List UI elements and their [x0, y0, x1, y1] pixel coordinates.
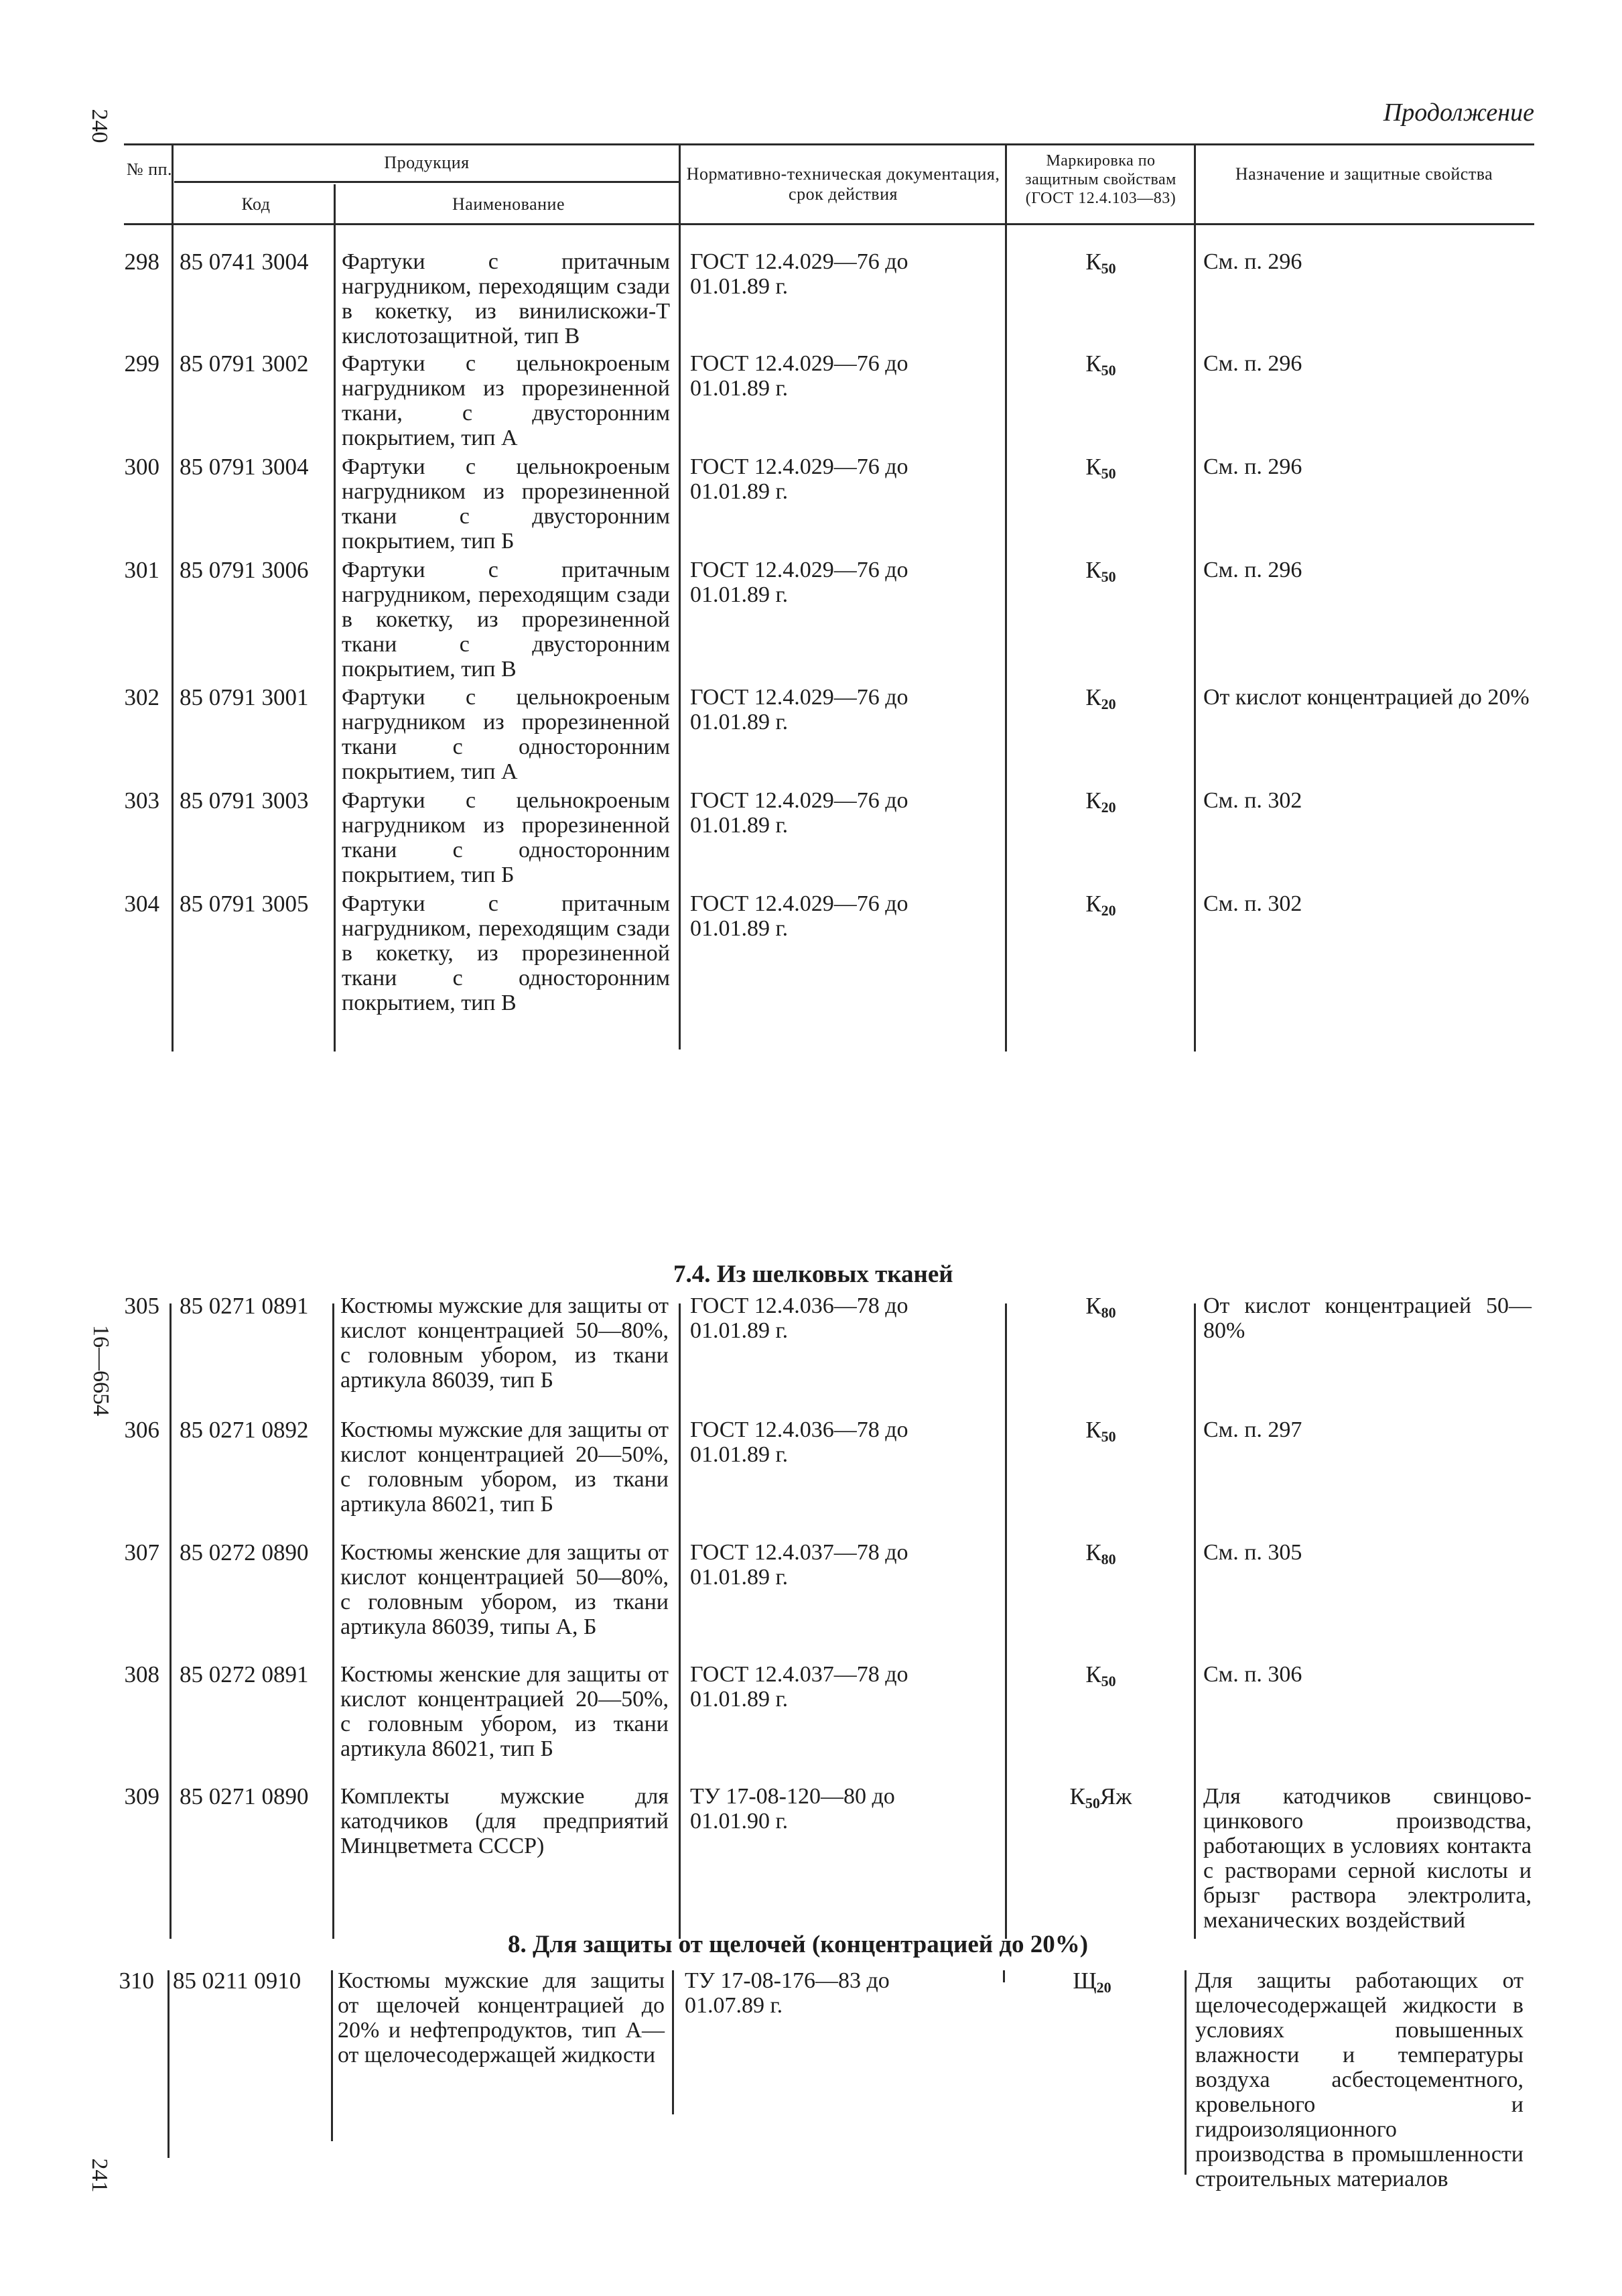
row-purpose: См. п. 302 [1203, 788, 1302, 813]
row-name: Костюмы женские для защиты от кислот концентрацией 20—50%, с головным убором, из ткани артикула 86021, тип Б [340, 1662, 669, 1761]
row-purpose: См. п. 296 [1203, 558, 1302, 582]
column-rule [1194, 143, 1196, 1051]
row-mark [1008, 1540, 1194, 1572]
row-code: 85 0272 0891 [180, 1661, 309, 1687]
row-code: 85 0271 0891 [180, 1293, 309, 1319]
row-purpose: См. п. 306 [1203, 1662, 1302, 1687]
row-doc: ГОСТ 12.4.029—76 до 01.01.89 г. [690, 454, 908, 504]
header-purpose: Назначение и защитные свойства [1235, 164, 1493, 184]
row-doc: ГОСТ 12.4.029—76 до 01.01.89 г. [690, 891, 908, 941]
row-purpose: Для защиты работающих от щелочесодержащей жидкости в условиях повышенных влажности и температуры воздуха асбестоцементного, кровельного и гидроизоляционного производства в промышленности строительных материалов [1195, 1968, 1524, 2191]
mark-sub: 20 [1101, 696, 1116, 712]
row-code: 85 0791 3001 [180, 684, 309, 710]
row-number: 307 [124, 1539, 159, 1566]
mark-sub: 50 [1085, 1795, 1100, 1811]
row-code: 85 0791 3004 [180, 454, 309, 480]
row-doc: ГОСТ 12.4.036—78 до 01.01.89 г. [690, 1293, 908, 1343]
row-doc: ГОСТ 12.4.037—78 до 01.01.89 г. [690, 1540, 908, 1590]
row-code: 85 0791 3003 [180, 787, 309, 814]
row-doc: ТУ 17-08-120—80 до 01.01.90 г. [690, 1784, 895, 1834]
row-number: 310 [119, 1968, 154, 1994]
mark-base: К [1085, 787, 1101, 814]
column-rule [1005, 143, 1007, 1051]
column-rule [334, 184, 336, 1051]
row-code: 85 0272 0890 [180, 1539, 309, 1566]
row-doc: ГОСТ 12.4.037—78 до 01.01.89 г. [690, 1662, 908, 1712]
section-heading-7-4: 7.4. Из шелковых тканей [673, 1261, 953, 1288]
row-doc: ГОСТ 12.4.036—78 до 01.01.89 г. [690, 1417, 908, 1467]
row-mark [1008, 1293, 1194, 1326]
row-number: 303 [124, 787, 159, 814]
row-code: 85 0791 3006 [180, 557, 309, 583]
column-rule [332, 1303, 334, 1939]
row-doc: ГОСТ 12.4.029—76 до 01.01.89 г. [690, 685, 908, 735]
row-code: 85 0271 0892 [180, 1417, 309, 1443]
row-purpose: См. п. 296 [1203, 351, 1302, 376]
page-number-left: 240 [87, 109, 112, 143]
header-product: Продукция [384, 153, 470, 172]
row-name: Фартуки с цельнокроеным нагрудником из прорезиненной ткани с односторонним покрытием, тип А [342, 685, 670, 784]
mark-base: К [1085, 350, 1101, 377]
mark-base: К [1085, 557, 1101, 583]
mark-sub: 50 [1101, 465, 1116, 482]
mark-base: К [1085, 1661, 1101, 1687]
mark-base: К [1085, 454, 1101, 480]
mark-sub: 50 [1101, 1673, 1116, 1689]
section-heading-8: 8. Для защиты от щелочей (концентрацией до 20%) [508, 1931, 1089, 1958]
row-purpose: От кислот концентрацией 50—80% [1203, 1293, 1532, 1343]
row-mark [1008, 891, 1194, 923]
column-rule [167, 1970, 170, 2158]
row-mark [1008, 558, 1194, 590]
row-name: Костюмы мужские для защиты от кислот концентрацией 50—80%, с головным убором, из ткани артикула 86039, тип Б [340, 1293, 669, 1393]
row-mark [1008, 685, 1194, 717]
row-name: Костюмы мужские для защиты от щелочей концентрацией до 20% и нефтепродуктов, тип А—от щелочесодержащей жидкости [338, 1968, 665, 2067]
header-mark: Маркировка по защитным свойствам (ГОСТ 12.4.103—83) [1025, 152, 1176, 207]
mark-base: Щ [1073, 1968, 1097, 1994]
row-code: 85 0271 0890 [180, 1783, 309, 1809]
row-number: 299 [124, 350, 159, 377]
mark-base: К [1069, 1783, 1085, 1809]
mark-sub: 50 [1101, 1428, 1116, 1445]
row-purpose: От кислот концентрацией до 20% [1203, 685, 1530, 710]
row-number: 301 [124, 557, 159, 583]
column-rule [1194, 1303, 1196, 1939]
row-mark [1005, 1968, 1179, 2000]
column-rule [1005, 1303, 1007, 1939]
row-number: 308 [124, 1661, 159, 1687]
mark-sub: 50 [1101, 362, 1116, 379]
row-number: 298 [124, 249, 159, 275]
mark-sub: 50 [1101, 568, 1116, 585]
row-name: Костюмы женские для защиты от кислот концентрацией 50—80%, с головным убором, из ткани артикула 86039, типы А, Б [340, 1540, 669, 1639]
row-number: 305 [124, 1293, 159, 1319]
row-code: 85 0741 3004 [180, 249, 309, 275]
row-mark [1008, 1784, 1194, 1816]
row-name: Комплекты мужские для катодчиков (для предприятий Минцветмета СССР) [340, 1784, 669, 1858]
row-purpose: См. п. 296 [1203, 454, 1302, 479]
row-purpose: См. п. 302 [1203, 891, 1302, 916]
row-purpose: См. п. 297 [1203, 1417, 1302, 1442]
row-mark [1008, 788, 1194, 820]
mark-base: К [1085, 891, 1101, 917]
mark-sub: 50 [1101, 260, 1116, 277]
mark-sub: 20 [1101, 902, 1116, 919]
row-purpose: См. п. 296 [1203, 249, 1302, 274]
header-name: Наименование [452, 194, 565, 214]
row-name: Фартуки с притачным нагрудником, переходящим сзади в кокетку, из прорезиненной ткани с односторонним покрытием, тип В [342, 891, 670, 1015]
mark-sub: 80 [1101, 1551, 1116, 1568]
header-code: Код [241, 194, 271, 214]
row-name: Фартуки с цельнокроеным нагрудником из прорезиненной ткани, с двусторонним покрытием, тип А [342, 351, 670, 450]
column-rule [331, 1970, 333, 2141]
mark-base: К [1085, 1417, 1101, 1443]
row-name: Фартуки с притачным нагрудником, переходящим сзади в кокетку, из винилискожи-Т кислотозащитной, тип В [342, 249, 670, 348]
row-mark [1008, 1417, 1194, 1450]
column-rule [172, 143, 174, 1051]
mark-sub: 20 [1096, 1979, 1111, 1996]
row-number: 304 [124, 891, 159, 917]
continuation-label: Продолжение [1383, 99, 1534, 127]
column-rule [1185, 1970, 1187, 2175]
row-name: Костюмы мужские для защиты от кислот концентрацией 20—50%, с головным убором, из ткани артикула 86021, тип Б [340, 1417, 669, 1517]
column-rule [679, 1303, 681, 1939]
row-mark [1008, 351, 1194, 383]
mark-suffix: Яж [1099, 1783, 1132, 1809]
row-name: Фартуки с цельнокроеным нагрудником из прорезиненной ткани с односторонним покрытием, тип Б [342, 788, 670, 887]
mark-base: К [1085, 1539, 1101, 1566]
column-rule [672, 1970, 674, 2114]
header-num: № пп. [126, 160, 173, 179]
row-purpose: См. п. 305 [1203, 1540, 1302, 1565]
row-name: Фартуки с притачным нагрудником, переходящим сзади в кокетку, из прорезиненной ткани с двусторонним покрытием, тип В [342, 558, 670, 682]
row-mark [1008, 454, 1194, 487]
row-code: 85 0791 3005 [180, 891, 309, 917]
row-name: Фартуки с цельнокроеным нагрудником из прорезиненной ткани с двусторонним покрытием, тип Б [342, 454, 670, 554]
header-top-rule [124, 143, 1534, 145]
row-code: 85 0791 3002 [180, 350, 309, 377]
mark-sub: 20 [1101, 799, 1116, 816]
product-subheader-rule [174, 181, 680, 183]
row-purpose: Для катодчиков свинцово-цинкового производства, работающих в условиях контакта с растворами серной кислоты и брызг раствора электролита, механических воздействий [1203, 1784, 1532, 1933]
row-doc: ГОСТ 12.4.029—76 до 01.01.89 г. [690, 249, 908, 299]
printer-signature: 16—6654 [88, 1325, 113, 1416]
mark-base: К [1085, 1293, 1101, 1319]
mark-base: К [1085, 684, 1101, 710]
column-rule [679, 143, 681, 1049]
row-doc: ГОСТ 12.4.029—76 до 01.01.89 г. [690, 788, 908, 838]
row-number: 302 [124, 684, 159, 710]
row-code: 85 0211 0910 [173, 1968, 301, 1994]
column-rule [170, 1303, 172, 1939]
row-doc: ГОСТ 12.4.029—76 до 01.01.89 г. [690, 351, 908, 401]
row-doc: ГОСТ 12.4.029—76 до 01.01.89 г. [690, 558, 908, 607]
row-mark [1008, 1662, 1194, 1694]
row-number: 300 [124, 454, 159, 480]
row-number: 306 [124, 1417, 159, 1443]
row-number: 309 [124, 1783, 159, 1809]
row-doc: ТУ 17-08-176—83 до 01.07.89 г. [685, 1968, 890, 2018]
header-doc: Нормативно-техническая документация, срок действия [686, 164, 1000, 204]
mark-sub: 80 [1101, 1304, 1116, 1321]
mark-base: К [1085, 249, 1101, 275]
page-number-right: 241 [87, 2158, 112, 2193]
row-mark [1008, 249, 1194, 281]
